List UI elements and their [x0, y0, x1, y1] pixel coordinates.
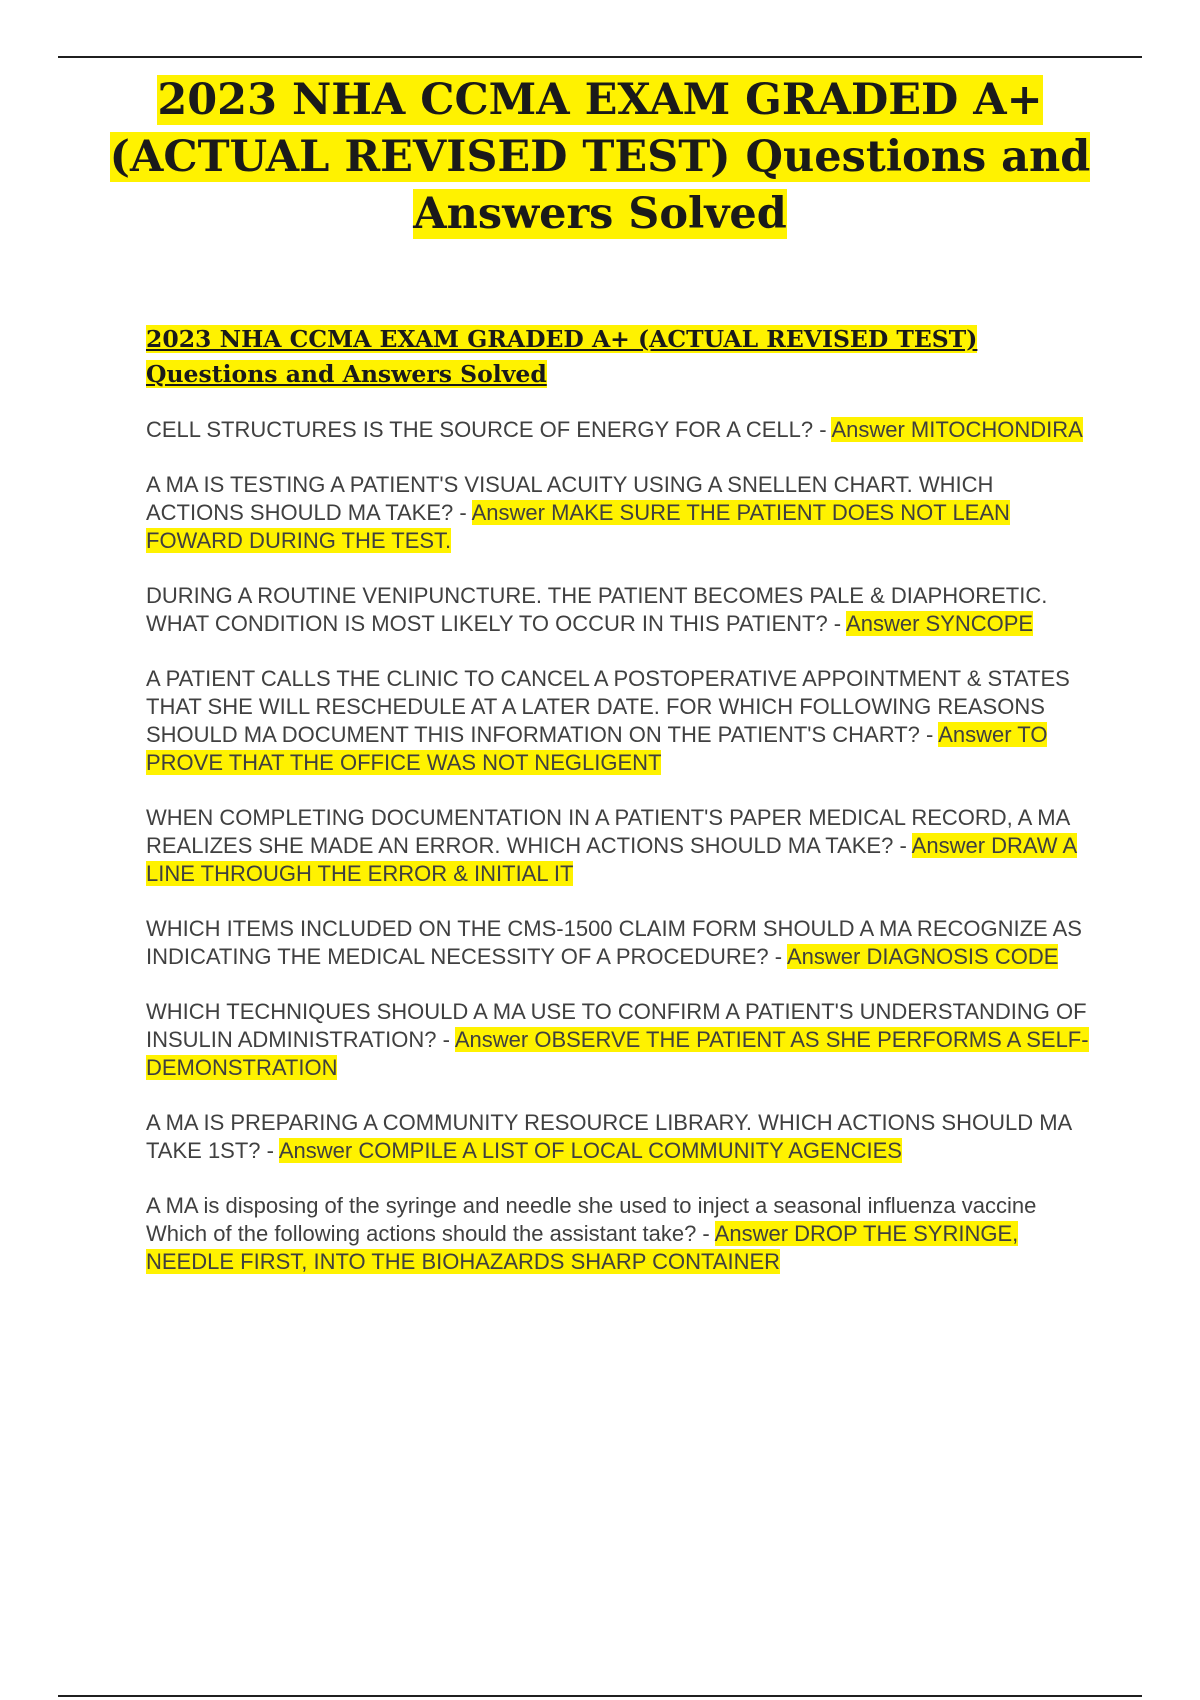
top-rule — [58, 56, 1142, 58]
answer-text: Answer TO PROVE THAT THE OFFICE WAS NOT NEGLIGENT — [146, 722, 1048, 775]
question-text: DURING A ROUTINE VENIPUNCTURE. THE PATIENT BECOMES PALE & DIAPHORETIC. WHAT CONDITION IS MOST LIKELY TO OCCUR IN THIS PATIENT? - — [146, 583, 1048, 636]
question-text: A MA IS TESTING A PATIENT'S VISUAL ACUITY USING A SNELLEN CHART. WHICH ACTIONS SHOULD MA TAKE? - — [146, 472, 994, 525]
question-text: WHICH ITEMS INCLUDED ON THE CMS-1500 CLAIM FORM SHOULD A MA RECOGNIZE AS INDICATING THE MEDICAL NECESSITY OF A PROCEDURE? - — [146, 916, 1082, 969]
answer-text: Answer OBSERVE THE PATIENT AS SHE PERFORMS A SELF-DEMONSTRATION — [146, 1027, 1089, 1080]
document-body — [146, 322, 1096, 1303]
qa-item — [146, 416, 1096, 444]
qa-item — [146, 998, 1096, 1082]
section-title — [146, 322, 1096, 392]
answer-text: Answer MAKE SURE THE PATIENT DOES NOT LEAN FOWARD DURING THE TEST. — [146, 500, 1010, 553]
answer-text: Answer DIAGNOSIS CODE — [786, 944, 1059, 969]
question-text: WHEN COMPLETING DOCUMENTATION IN A PATIENT'S PAPER MEDICAL RECORD, A MA REALIZES SHE MADE AN ERROR. WHICH ACTIONS SHOULD MA TAKE? - — [146, 805, 1070, 858]
question-text: A PATIENT CALLS THE CLINIC TO CANCEL A POSTOPERATIVE APPOINTMENT & STATES THAT SHE WILL RESCHEDULE AT A LATER DATE. FOR WHICH FOLLOWING REASONS SHOULD MA DOCUMENT THIS INFORMATION ON THE PATIENT'S CHART? - — [146, 666, 1070, 747]
qa-item — [146, 665, 1096, 777]
bottom-rule — [58, 1695, 1142, 1697]
page-title — [60, 72, 1140, 243]
answer-text: Answer DROP THE SYRINGE, NEEDLE FIRST, INTO THE BIOHAZARDS SHARP CONTAINER — [146, 1221, 1019, 1274]
qa-item — [146, 1109, 1096, 1165]
page-title-text: 2023 NHA CCMA EXAM GRADED A+ (ACTUAL REVISED TEST) Questions and Answers Solved — [109, 75, 1091, 239]
section-title-text: 2023 NHA CCMA EXAM GRADED A+ (ACTUAL REVISED TEST) Questions and Answers Solved — [146, 325, 978, 388]
answer-text: Answer SYNCOPE — [846, 611, 1034, 636]
question-text: CELL STRUCTURES IS THE SOURCE OF ENERGY FOR A CELL? - — [146, 417, 832, 442]
answer-text: Answer DRAW A LINE THROUGH THE ERROR & INITIAL IT — [146, 833, 1078, 886]
qa-item — [146, 582, 1096, 638]
qa-item — [146, 471, 1096, 555]
qa-item — [146, 1192, 1096, 1276]
question-text: A MA is disposing of the syringe and needle she used to inject a seasonal influenza vaccine Which of the following actions should the assistant take? - — [146, 1193, 1037, 1246]
answer-text: Answer MITOCHONDIRA — [831, 417, 1083, 442]
qa-list — [146, 416, 1096, 1276]
qa-item — [146, 804, 1096, 888]
qa-item — [146, 915, 1096, 971]
question-text: WHICH TECHNIQUES SHOULD A MA USE TO CONFIRM A PATIENT'S UNDERSTANDING OF INSULIN ADMINISTRATION? - — [146, 999, 1087, 1052]
question-text: A MA IS PREPARING A COMMUNITY RESOURCE LIBRARY. WHICH ACTIONS SHOULD MA TAKE 1ST? - — [146, 1110, 1072, 1163]
answer-text: Answer COMPILE A LIST OF LOCAL COMMUNITY AGENCIES — [278, 1138, 902, 1163]
